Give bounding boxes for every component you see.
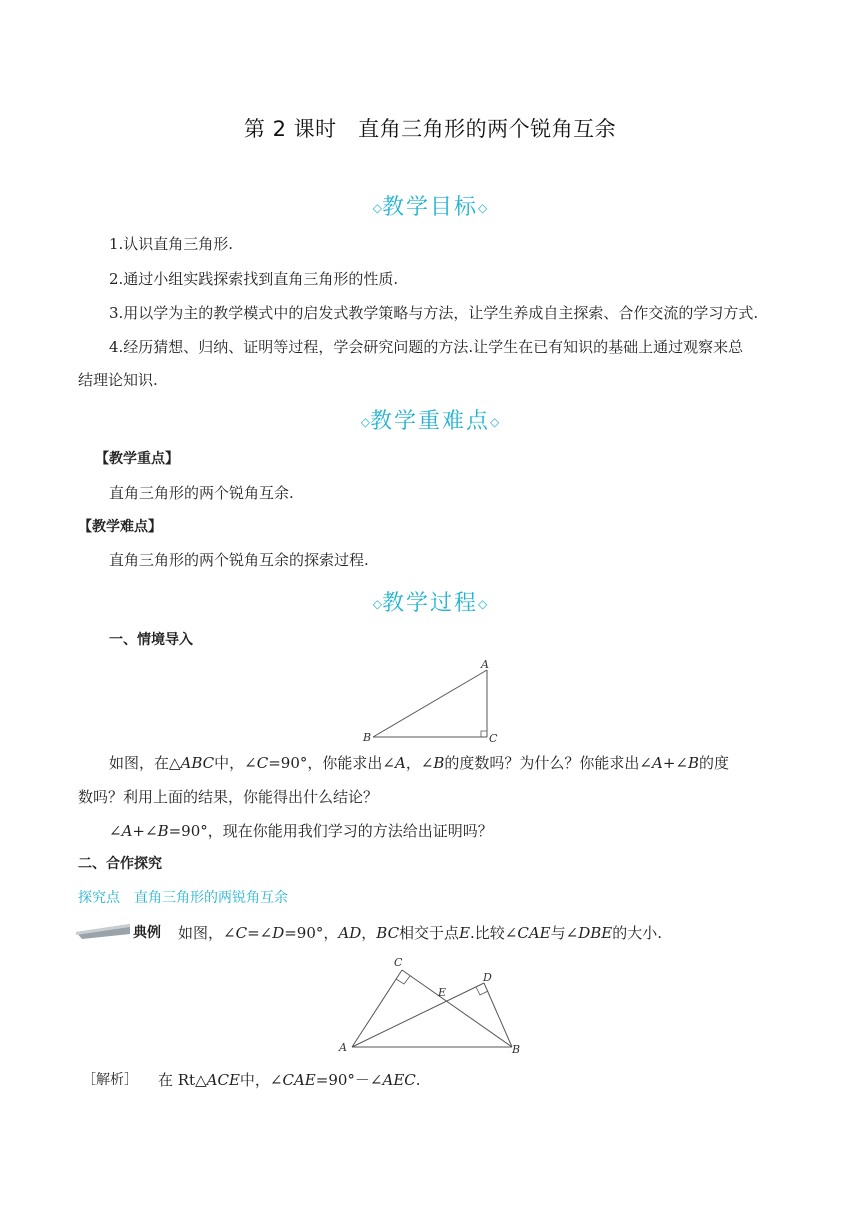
goal-item: 结理论知识. xyxy=(78,371,158,389)
analysis-label: ［解析］ xyxy=(82,1072,138,1088)
diamond-icon: ◇ xyxy=(490,415,500,429)
vertex-label-b: B xyxy=(363,731,372,744)
difficult-heading: 【教学难点】 xyxy=(78,519,162,535)
analysis-text: 在 Rt△ACE中，∠CAE=90°－∠AEC. xyxy=(158,1071,421,1089)
page-title: 第 2 课时 直角三角形的两个锐角互余 xyxy=(243,117,617,141)
vertex-label-e: E xyxy=(438,986,447,999)
vertex-label-c: C xyxy=(394,956,403,969)
question-line-1: 如图，在△ABC中，∠C=90°，你能求出∠A，∠B的度数吗？为什么？你能求出∠A+∠B的度 xyxy=(109,754,730,772)
section-heading-process-text: 教学过程 xyxy=(381,591,478,616)
difficult-text: 直角三角形的两个锐角互余的探索过程. xyxy=(109,551,369,569)
segment-ac xyxy=(352,970,402,1047)
side-ba xyxy=(373,670,487,737)
diamond-icon: ◇ xyxy=(372,597,382,611)
segment-ad xyxy=(352,983,484,1047)
goal-item: 4.经历猜想、归纳、证明等过程，学会研究问题的方法.让学生在已有知识的基础上通过观察来总 xyxy=(109,338,744,356)
goal-item: 3.用以学为主的教学模式中的启发式教学策略与方法，让学生养成自主探索、合作交流的学习方式. xyxy=(109,304,759,322)
intersecting-triangles-figure xyxy=(330,950,530,1058)
example-label: 典例 xyxy=(133,925,161,941)
vertex-label-d: D xyxy=(483,971,492,984)
part2-heading: 二、合作探究 xyxy=(78,856,162,872)
right-angle-mark-c xyxy=(396,976,410,984)
part1-heading: 一、情境导入 xyxy=(109,632,193,648)
right-angle-mark xyxy=(481,731,487,737)
diamond-icon: ◇ xyxy=(478,201,488,215)
example-banner-icon xyxy=(76,922,130,940)
vertex-label-a: A xyxy=(481,658,489,671)
vertex-label-a: A xyxy=(339,1041,347,1054)
section-heading-goals xyxy=(0,190,860,221)
question-line-2: 数吗？利用上面的结果，你能得出什么结论？ xyxy=(78,788,379,806)
triangle-abc-figure xyxy=(355,655,515,745)
goal-item: 1.认识直角三角形. xyxy=(109,235,234,253)
diamond-icon: ◇ xyxy=(478,597,488,611)
diamond-icon: ◇ xyxy=(372,201,382,215)
answer-line: ∠A+∠B=90°，现在你能用我们学习的方法给出证明吗？ xyxy=(109,822,493,840)
diamond-icon: ◇ xyxy=(360,415,370,429)
topic-heading: 探究点 直角三角形的两锐角互余 xyxy=(78,890,288,906)
key-text: 直角三角形的两个锐角互余. xyxy=(109,484,294,502)
section-heading-keypoints xyxy=(0,404,860,435)
section-heading-goals-text: 教学目标 xyxy=(381,195,478,220)
vertex-label-c: C xyxy=(489,732,498,745)
vertex-label-b: B xyxy=(512,1043,521,1056)
example-text: 如图，∠C=∠D=90°，AD，BC相交于点E.比较∠CAE与∠DBE的大小. xyxy=(178,924,662,942)
section-heading-process xyxy=(0,586,860,617)
section-heading-keypoints-text: 教学重难点 xyxy=(369,409,490,434)
goal-item: 2.通过小组实践探索找到直角三角形的性质. xyxy=(109,270,399,288)
key-heading: 【教学重点】 xyxy=(95,451,179,467)
